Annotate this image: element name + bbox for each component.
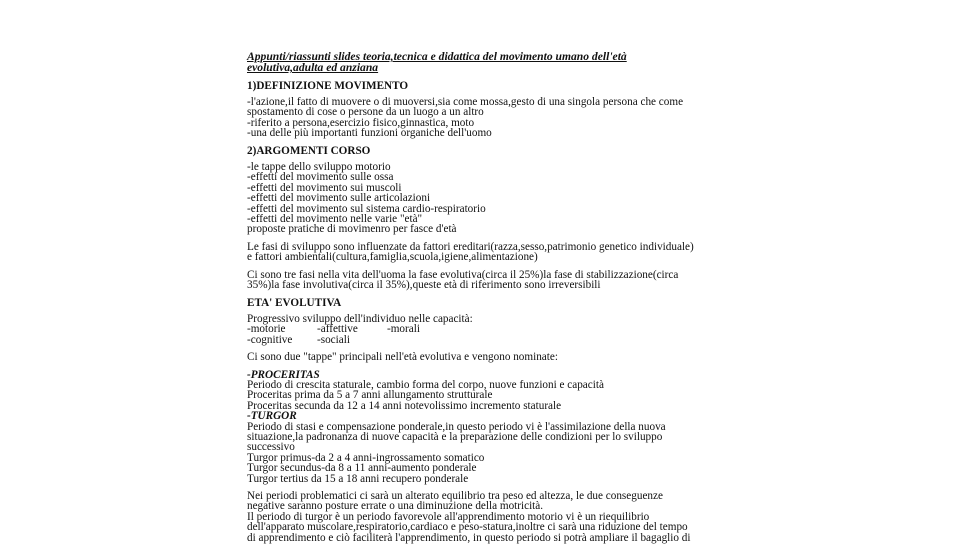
text-line: 35%)la fase involutiva(circa il 35%),queste età di riferimento sono irreversibili: [247, 279, 601, 292]
text-line: dell'apparato muscolare,respiratorio,cardiaco e peso-statura,inoltre ci sarà una riduzione del tempo: [247, 521, 688, 534]
capacity-item: -motorie: [247, 323, 286, 336]
list-item: -effetti del movimento sulle ossa: [247, 171, 394, 184]
text-line: -riferito a persona,esercizio fisico,ginnastica, moto: [247, 116, 475, 129]
text-line: spostamento di cose o persone da un luogo a un altro: [247, 106, 484, 119]
text-line: Il periodo di turgor è un periodo favorevole all'apprendimento motorio vi è un riequilibrio: [247, 510, 650, 523]
text-line: Nei periodi problematici ci sarà un alterato equilibrio tra peso ed altezza, le due conseguenze: [247, 490, 663, 502]
list-item: -le tappe dello sviluppo motorio: [247, 161, 391, 174]
text-line: Turgor tertius da 15 a 18 anni recupero ponderale: [247, 472, 469, 485]
text-line: Periodo di crescita staturale, cambio forma del corpo, nuove funzioni e capacità: [247, 378, 604, 391]
capacity-item: -sociali: [317, 333, 350, 346]
list-item: -effetti del movimento sui muscoli: [247, 181, 402, 194]
list-item: -effetti del movimento sul sistema cardio-respiratorio: [247, 202, 486, 215]
text-line: Ci sono tre fasi nella vita dell'uoma la fase evolutiva(circa il 25%)la fase di stabilizzazione(circa: [247, 268, 679, 281]
text-line: successivo: [247, 441, 295, 454]
document-page: [247, 52, 887, 543]
text-line: situazione,la padronanza di nuove capacità e la preparazione delle condizioni per lo sviluppo: [247, 430, 663, 443]
section-heading-eta-evolutiva: ETA' EVOLUTIVA: [247, 296, 342, 309]
section-eta-evolutiva-body: [247, 314, 887, 345]
document-title: [247, 52, 887, 74]
text-line: Progressivo sviluppo dell'individuo nelle capacità:: [247, 312, 473, 325]
section-proceritas: [247, 370, 887, 412]
text-line: -una delle più importanti funzioni organiche dell'uomo: [247, 127, 492, 140]
text-line: Periodo di stasi e compensazione ponderale,in questo periodo vi è l'assimilazione della nuova: [247, 420, 666, 433]
subheading-proceritas: -PROCERITAS: [247, 368, 320, 381]
list-item: -effetti del movimento nelle varie "età": [247, 213, 423, 226]
list-item: -effetti del movimento sulle articolazioni: [247, 192, 431, 205]
text-line: Proceritas prima da 5 a 7 anni allungamento strutturale: [247, 389, 493, 402]
title-line: Appunti/riassunti slides teoria,tecnica e didattica del movimento umano dell'età: [247, 50, 627, 63]
capacity-item: -morali: [387, 323, 420, 336]
section-heading-argomenti: 2)ARGOMENTI CORSO: [247, 144, 371, 157]
text-line: Ci sono due "tappe" principali nell'età evolutiva e vengono nominate:: [247, 351, 558, 364]
text-line: negative saranno posture errate o una diminuzione della motricità.: [247, 500, 544, 513]
paragraph-tappe: [247, 352, 887, 362]
paragraph-tre-fasi: [247, 270, 887, 291]
section-argomenti-body: [247, 162, 887, 235]
text-line: di apprendimento e ciò faciliterà l'apprendimento, in questo periodo si potrà ampliare il bagaglio di: [247, 531, 691, 544]
text-line: Le fasi di sviluppo sono influenzate da fattori ereditari(razza,sesso,patrimonio genetico individuale): [247, 240, 694, 253]
text-line: Turgor secundus-da 8 a 11 anni-aumento ponderale: [247, 462, 477, 475]
text-line: Turgor primus-da 2 a 4 anni-ingrossamento somatico: [247, 451, 485, 464]
text-line: -l'azione,il fatto di muovere o di muoversi,sia come mossa,gesto di una singola persona che come: [247, 96, 684, 108]
subheading-turgor: -TURGOR: [247, 410, 297, 423]
capacity-item: -cognitive: [247, 333, 293, 346]
text-line: e fattori ambientali(cultura,famiglia,scuola,igiene,alimentazione): [247, 251, 538, 264]
text-line: Proceritas secunda da 12 a 14 anni notevolissimo incremento staturale: [247, 399, 562, 412]
paragraph-fasi-sviluppo: [247, 242, 887, 263]
section-turgor: [247, 411, 887, 484]
capacity-row: [247, 335, 887, 345]
section-heading-definizione: 1)DEFINIZIONE MOVIMENTO: [247, 79, 409, 92]
section-definizione-body: [247, 97, 887, 139]
capacity-item: -affettive: [317, 323, 358, 336]
list-item: proposte pratiche di movimenro per fasce d'età: [247, 223, 457, 236]
paragraph-periodi-problematici: [247, 491, 887, 543]
title-line: evolutiva,adulta ed anziana: [247, 60, 379, 74]
